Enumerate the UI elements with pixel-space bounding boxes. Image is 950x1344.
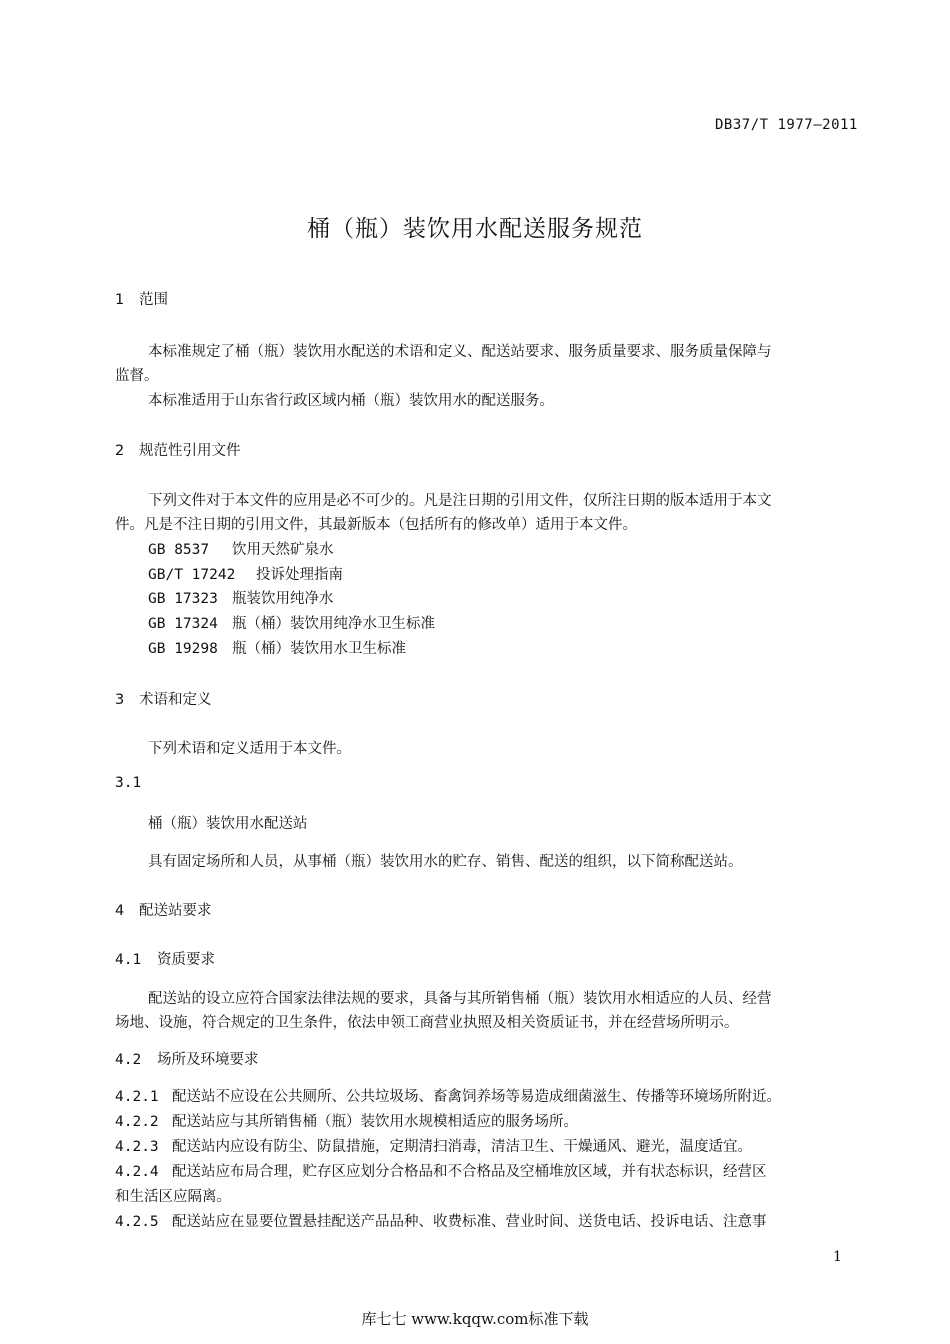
reference-code: GB 17323	[148, 591, 218, 607]
clause-number: 4.2.2	[115, 1114, 159, 1130]
reference-title: 投诉处理指南	[256, 567, 343, 583]
clause-item	[115, 1085, 781, 1106]
section-title: 术语和定义	[139, 692, 212, 708]
section-number: 3	[115, 692, 125, 708]
subsection-title: 资质要求	[157, 952, 215, 968]
section-title: 规范性引用文件	[139, 443, 241, 459]
subsection-4-1-heading	[115, 948, 215, 969]
clause-item	[115, 1110, 578, 1131]
standard-code: DB37/T 1977—2011	[715, 117, 858, 133]
clause-item	[115, 1160, 767, 1181]
section-3-heading	[115, 688, 212, 709]
reference-item	[148, 538, 334, 559]
subsection-4-2-heading	[115, 1048, 259, 1069]
paragraph: 配送站的设立应符合国家法律法规的要求，具备与其所销售桶（瓶）装饮用水相适应的人员、经营	[148, 991, 772, 1007]
paragraph: 件。凡是不注日期的引用文件，其最新版本（包括所有的修改单）适用于本文件。	[115, 517, 637, 533]
term-name: 桶（瓶）装饮用水配送站	[148, 816, 308, 832]
section-2-heading	[115, 439, 241, 460]
reference-title: 瓶（桶）装饮用纯净水卫生标准	[232, 616, 435, 632]
reference-item	[148, 587, 334, 608]
reference-code: GB 19298	[148, 641, 218, 657]
document-title: 桶（瓶）装饮用水配送服务规范	[307, 216, 643, 242]
paragraph: 监督。	[115, 368, 159, 384]
subsection-number: 4.2	[115, 1052, 142, 1068]
paragraph: 下列文件对于本文件的应用是必不可少的。凡是注日期的引用文件，仅所注日期的版本适用于本文	[148, 493, 772, 509]
clause-number: 4.2.4	[115, 1164, 159, 1180]
clause-number: 4.2.3	[115, 1139, 159, 1155]
clause-text: 配送站不应设在公共厕所、公共垃圾场、畜禽饲养场等易造成细菌滋生、传播等环境场所附近。	[172, 1089, 781, 1105]
paragraph: 场地、设施，符合规定的卫生条件，依法申领工商营业执照及相关资质证书，并在经营场所明示。	[115, 1015, 739, 1031]
section-number: 2	[115, 443, 125, 459]
paragraph: 本标准适用于山东省行政区域内桶（瓶）装饮用水的配送服务。	[148, 393, 554, 409]
clause-text: 配送站应布局合理，贮存区应划分合格品和不合格品及空桶堆放区域，并有状态标识，经营区	[172, 1164, 767, 1180]
reference-title: 瓶（桶）装饮用水卫生标准	[232, 641, 406, 657]
paragraph: 下列术语和定义适用于本文件。	[148, 741, 351, 757]
reference-code: GB/T 17242	[148, 567, 236, 583]
reference-item	[148, 563, 343, 584]
clause-item	[115, 1135, 752, 1156]
term-definition: 具有固定场所和人员，从事桶（瓶）装饮用水的贮存、销售、配送的组织，以下简称配送站。	[148, 854, 743, 870]
term-number: 3.1	[115, 775, 142, 791]
reference-code: GB 17324	[148, 616, 218, 632]
reference-title: 瓶装饮用纯净水	[232, 591, 334, 607]
clause-text: 配送站应在显要位置悬挂配送产品品种、收费标准、营业时间、送货电话、投诉电话、注意事	[172, 1214, 767, 1230]
clause-text: 配送站内应设有防尘、防鼠措施，定期清扫消毒，清洁卫生、干燥通风、避光，温度适宜。	[172, 1139, 752, 1155]
reference-item	[148, 637, 406, 658]
reference-item	[148, 612, 435, 633]
clause-text: 配送站应与其所销售桶（瓶）装饮用水规模相适应的服务场所。	[172, 1114, 578, 1130]
clause-number: 4.2.5	[115, 1214, 159, 1230]
section-title: 配送站要求	[139, 903, 212, 919]
reference-code: GB 8537	[148, 542, 210, 558]
clause-continuation: 和生活区应隔离。	[115, 1189, 231, 1205]
subsection-number: 4.1	[115, 952, 142, 968]
section-number: 1	[115, 292, 125, 308]
reference-title: 饮用天然矿泉水	[232, 542, 334, 558]
subsection-title: 场所及环境要求	[157, 1052, 259, 1068]
clause-item	[115, 1210, 767, 1231]
section-1-heading	[115, 288, 168, 309]
clause-number: 4.2.1	[115, 1089, 159, 1105]
page-number: 1	[833, 1249, 842, 1265]
section-number: 4	[115, 903, 125, 919]
footer-watermark: 库七七 www.kqqw.com标准下载	[361, 1310, 589, 1328]
section-title: 范围	[139, 292, 168, 308]
paragraph: 本标准规定了桶（瓶）装饮用水配送的术语和定义、配送站要求、服务质量要求、服务质量保障与	[148, 344, 772, 360]
section-4-heading	[115, 899, 212, 920]
